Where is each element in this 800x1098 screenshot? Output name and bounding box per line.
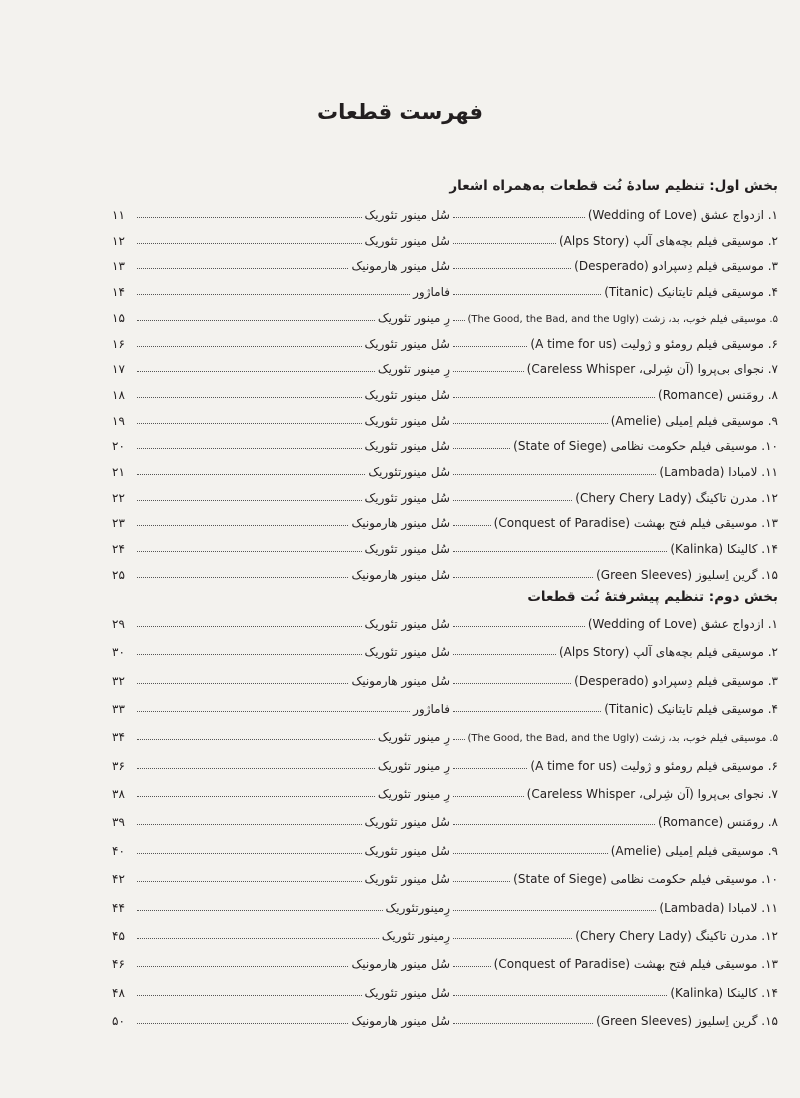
dot-leader (453, 824, 655, 825)
entry-title: ۱۰. موسیقی فیلم حکومت نظامی (State of Siege) (513, 872, 778, 887)
entry-page-number: ۳۸ (112, 787, 125, 802)
entry-key: سُل مینور تئوریک (364, 413, 450, 428)
toc-entry (112, 751, 778, 773)
entry-key-part (112, 311, 450, 325)
entry-key-part (112, 285, 450, 299)
dot-leader (453, 217, 585, 218)
dot-leader (453, 243, 556, 244)
entry-key: سُل مینور تئوریک (364, 815, 450, 830)
entry-key: سُل مینور هارمونیک (351, 673, 450, 688)
entry-title-part (450, 1014, 778, 1028)
toc-entry (112, 508, 778, 530)
entry-title: ۸. رومَنس (Romance) (658, 387, 778, 402)
entry-title-part (450, 388, 778, 402)
entry-key-part (112, 815, 450, 829)
dot-leader (453, 448, 510, 449)
dot-leader (137, 243, 362, 244)
dot-leader (137, 268, 348, 269)
entry-key-part (112, 491, 450, 505)
entry-title-part (450, 787, 778, 801)
dot-leader (137, 423, 362, 424)
entry-page-number: ۳۳ (112, 702, 125, 717)
dot-leader (453, 577, 593, 578)
dot-leader (453, 294, 601, 295)
entry-title: ۱. ازدواج عشق (Wedding of Love) (587, 617, 778, 631)
entry-title: ۱۳. موسیقی فیلم فتح بهشت (Conquest of Paradise) (493, 957, 778, 972)
dot-leader (453, 938, 572, 939)
dot-leader (137, 217, 362, 218)
entry-page-number: ۲۰ (112, 439, 125, 454)
entry-key-part (112, 929, 450, 943)
entry-key: سُل مینور تئوریک (364, 843, 450, 858)
dot-leader (453, 551, 667, 552)
entry-key: رِ مینور تئوریک (377, 730, 450, 745)
entry-title-part (450, 733, 778, 744)
dot-leader (137, 371, 375, 372)
toc-entry (112, 609, 778, 631)
dot-leader (453, 1023, 593, 1024)
section-heading-1: بخش اول: تنظیم سادهٔ نُت قطعات به‌همراه اشعار (449, 178, 778, 194)
section-heading-2: بخش دوم: تنظیم پیشرفتهٔ نُت قطعات (527, 589, 778, 605)
entry-page-number: ۱۶ (112, 336, 125, 351)
entry-key-part (112, 617, 450, 631)
dot-leader (137, 1023, 348, 1024)
entry-key: سُل مینور تئوریک (364, 617, 450, 631)
dot-leader (137, 796, 375, 797)
entry-title: ۲. موسیقی فیلم بچه‌های آلپ (Alps Story) (558, 233, 778, 248)
entry-key-part (112, 234, 450, 248)
entry-title-part (450, 362, 778, 376)
entry-title: ۵. موسیقی فیلم خوب، بد، زشت (The Good, the Bad, and the Ugly) (467, 733, 778, 745)
toc-entry (112, 200, 778, 222)
entry-title: ۱۳. موسیقی فیلم فتح بهشت (Conquest of Paradise) (493, 516, 778, 531)
toc-entry (112, 251, 778, 273)
dot-leader (137, 448, 362, 449)
entry-title: ۳. موسیقی فیلم دِسپرادو (Desperado) (574, 259, 778, 274)
entry-title: ۶. موسیقی فیلم رومئو و ژولیت (A time for us) (530, 336, 778, 351)
entry-page-number: ۵۰ (112, 1013, 125, 1028)
entry-page-number: ۲۲ (112, 490, 125, 505)
entry-key-part (112, 645, 450, 659)
entry-key-part (112, 465, 450, 479)
entry-key: سُل مینور تئوریک (364, 336, 450, 351)
entry-key: سُل مینور هارمونیک (351, 259, 450, 274)
dot-leader (137, 500, 362, 501)
dot-leader (453, 796, 524, 797)
toc-entry (112, 666, 778, 688)
toc-entry (112, 226, 778, 248)
entry-key: رِ مینور تئوریک (377, 310, 450, 325)
entry-key: رِ مینور تئوریک (377, 758, 450, 773)
entry-key-part (112, 730, 450, 744)
entry-key: فاماژور (413, 285, 450, 300)
entry-title-part (450, 516, 778, 530)
entry-page-number: ۴۴ (112, 900, 125, 915)
entry-key-part (112, 674, 450, 688)
entry-key-part (112, 957, 450, 971)
entry-title: ۶. موسیقی فیلم رومئو و ژولیت (A time for us) (530, 758, 778, 773)
entry-title-part (450, 314, 778, 325)
dot-leader (453, 268, 571, 269)
entry-title: ۴. موسیقی فیلم تایتانیک (Titanic) (604, 702, 778, 717)
entry-key: سُل مینور هارمونیک (351, 957, 450, 972)
entry-title: ۸. رومَنس (Romance) (658, 815, 778, 830)
entry-page-number: ۳۰ (112, 645, 125, 660)
toc-entry (112, 779, 778, 801)
dot-leader (453, 474, 656, 475)
dot-leader (137, 626, 362, 627)
dot-leader (453, 910, 656, 911)
entry-title: ۹. موسیقی فیلم اِمیلی (Amelie) (610, 843, 778, 858)
entry-title: ۵. موسیقی فیلم خوب، بد، زشت (The Good, the Bad, and the Ugly) (467, 313, 778, 325)
entry-key: رِمینور تئوریک (381, 928, 450, 943)
toc-entry (112, 329, 778, 351)
entry-key: رِمینورتئوریک (385, 900, 450, 915)
entry-title: ۱۲. مدرن تاکینگ (Chery Chery Lady) (575, 490, 778, 505)
entry-title: ۳. موسیقی فیلم دِسپرادو (Desperado) (574, 673, 778, 688)
dot-leader (137, 881, 362, 882)
entry-key: سُل مینور تئوریک (364, 645, 450, 660)
entry-page-number: ۲۵ (112, 567, 125, 582)
entry-key: سُل مینور هارمونیک (351, 567, 450, 582)
entry-title: ۱۲. مدرن تاکینگ (Chery Chery Lady) (575, 928, 778, 943)
entry-title: ۴. موسیقی فیلم تایتانیک (Titanic) (604, 285, 778, 300)
entry-key: سُل مینور تئوریک (364, 542, 450, 557)
dot-leader (453, 881, 510, 882)
toc-entry (112, 637, 778, 659)
dot-leader (453, 683, 571, 684)
toc-entry (112, 694, 778, 716)
page-title: فهرست قطعات (317, 100, 483, 124)
entry-key-part (112, 872, 450, 886)
entry-key-part (112, 414, 450, 428)
entry-key: سُل مینورتئوریک (368, 465, 450, 479)
toc-entry (112, 354, 778, 376)
entry-title-part (450, 759, 778, 773)
toc-entry (112, 1006, 778, 1028)
entry-title-part (450, 259, 778, 273)
toc-entry (112, 277, 778, 299)
toc-entry (112, 406, 778, 428)
dot-leader (137, 551, 362, 552)
dot-leader (137, 525, 348, 526)
entry-title-part (450, 439, 778, 453)
entry-page-number: ۳۹ (112, 815, 125, 830)
entry-page-number: ۲۴ (112, 542, 125, 557)
dot-leader (453, 995, 667, 996)
dot-leader (137, 853, 362, 854)
toc-entry (112, 836, 778, 858)
toc-entry (112, 303, 778, 325)
entry-page-number: ۳۴ (112, 730, 125, 745)
entry-page-number: ۳۶ (112, 758, 125, 773)
dot-leader (453, 654, 556, 655)
toc-entry (112, 457, 778, 479)
entry-title: ۱۰. موسیقی فیلم حکومت نظامی (State of Siege) (513, 439, 778, 454)
entry-title-part (450, 465, 778, 479)
dot-leader (453, 853, 608, 854)
dot-leader (453, 500, 572, 501)
entry-key: سُل مینور هارمونیک (351, 1013, 450, 1028)
entry-title-part (450, 674, 778, 688)
entry-key: سُل مینور تئوریک (364, 233, 450, 248)
entry-title-part (450, 491, 778, 505)
toc-entry (112, 560, 778, 582)
dot-leader (453, 739, 465, 740)
dot-leader (137, 346, 362, 347)
entry-key-part (112, 901, 450, 915)
entry-title-part (450, 542, 778, 556)
entry-key-part (112, 986, 450, 1000)
entry-key-part (112, 362, 450, 376)
entry-title-part (450, 901, 778, 915)
entry-key-part (112, 542, 450, 556)
dot-leader (453, 711, 601, 712)
toc-entry (112, 949, 778, 971)
dot-leader (137, 474, 365, 475)
entry-page-number: ۱۵ (112, 310, 125, 325)
dot-leader (137, 397, 362, 398)
entry-title-part (450, 617, 778, 631)
entry-key-part (112, 1014, 450, 1028)
entry-page-number: ۴۸ (112, 985, 125, 1000)
entry-key-part (112, 208, 450, 222)
entry-title-part (450, 337, 778, 351)
entry-key-part (112, 388, 450, 402)
dot-leader (453, 346, 527, 347)
toc-entry (112, 807, 778, 829)
dot-leader (137, 739, 375, 740)
entry-page-number: ۱۴ (112, 285, 125, 300)
entry-title-part (450, 285, 778, 299)
entry-title: ۱۵. گرین اِسلیوز (Green Sleeves) (596, 1013, 778, 1028)
entry-key-part (112, 259, 450, 273)
dot-leader (137, 966, 348, 967)
entry-page-number: ۱۷ (112, 362, 125, 377)
dot-leader (453, 768, 527, 769)
entry-key-part (112, 516, 450, 530)
entry-key: رِ مینور تئوریک (377, 787, 450, 802)
entry-title-part (450, 929, 778, 943)
entry-title: ۱۵. گرین اِسلیوز (Green Sleeves) (596, 567, 778, 582)
dot-leader (137, 654, 362, 655)
dot-leader (453, 397, 655, 398)
dot-leader (137, 824, 362, 825)
toc-entry (112, 483, 778, 505)
entry-key: سُل مینور تئوریک (364, 490, 450, 505)
entry-title: ۷. نجوای بی‌پروا (آن شِرلی، Careless Whisper) (526, 362, 778, 377)
dot-leader (453, 966, 491, 967)
entry-title-part (450, 234, 778, 248)
entry-title: ۱۱. لامبادا (Lambada) (659, 900, 778, 915)
entry-title: ۲. موسیقی فیلم بچه‌های آلپ (Alps Story) (558, 645, 778, 660)
dot-leader (137, 768, 375, 769)
entry-title-part (450, 702, 778, 716)
dot-leader (137, 910, 383, 911)
toc-entry (112, 893, 778, 915)
entry-key-part (112, 702, 450, 716)
entry-title: ۹. موسیقی فیلم اِمیلی (Amelie) (610, 413, 778, 428)
entry-title: ۱۴. کالینکا (Kalinka) (670, 542, 778, 557)
entry-key: سُل مینور تئوریک (364, 985, 450, 1000)
entry-title-part (450, 872, 778, 886)
entry-page-number: ۴۶ (112, 957, 125, 972)
entry-page-number: ۴۰ (112, 843, 125, 858)
entry-title-part (450, 208, 778, 222)
entry-page-number: ۴۵ (112, 928, 125, 943)
entry-key-part (112, 568, 450, 582)
dot-leader (137, 320, 375, 321)
entry-key: رِ مینور تئوریک (377, 362, 450, 377)
dot-leader (137, 577, 348, 578)
entry-key: سُل مینور تئوریک (364, 387, 450, 402)
entry-title: ۱. ازدواج عشق (Wedding of Love) (587, 208, 778, 222)
entry-page-number: ۱۲ (112, 233, 125, 248)
entry-page-number: ۲۳ (112, 516, 125, 531)
dot-leader (137, 995, 362, 996)
dot-leader (453, 320, 465, 321)
entry-title-part (450, 844, 778, 858)
entry-key: سُل مینور تئوریک (364, 872, 450, 887)
entry-key: سُل مینور تئوریک (364, 439, 450, 454)
entry-title: ۷. نجوای بی‌پروا (آن شِرلی، Careless Whisper) (526, 787, 778, 802)
entry-page-number: ۲۱ (112, 465, 125, 479)
entry-title-part (450, 568, 778, 582)
entry-title-part (450, 986, 778, 1000)
entry-page-number: ۱۸ (112, 387, 125, 402)
toc-entry (112, 380, 778, 402)
dot-leader (453, 371, 524, 372)
toc-entry (112, 534, 778, 556)
entry-key: سُل مینور تئوریک (364, 208, 450, 222)
entry-key: فاماژور (413, 702, 450, 717)
entry-title-part (450, 645, 778, 659)
entry-title-part (450, 957, 778, 971)
dot-leader (137, 938, 379, 939)
dot-leader (453, 525, 491, 526)
entry-key-part (112, 787, 450, 801)
toc-entry (112, 864, 778, 886)
entry-page-number: ۱۳ (112, 259, 125, 274)
entry-key-part (112, 759, 450, 773)
toc-entry (112, 722, 778, 744)
dot-leader (453, 626, 585, 627)
entry-page-number: ۴۲ (112, 872, 125, 887)
toc-entry (112, 431, 778, 453)
toc-entry (112, 921, 778, 943)
entry-key: سُل مینور هارمونیک (351, 516, 450, 531)
entry-page-number: ۱۹ (112, 413, 125, 428)
entry-page-number: ۳۲ (112, 673, 125, 688)
entry-title-part (450, 414, 778, 428)
dot-leader (137, 294, 410, 295)
dot-leader (137, 711, 410, 712)
dot-leader (137, 683, 348, 684)
dot-leader (453, 423, 608, 424)
entry-key-part (112, 439, 450, 453)
entry-page-number: ۱۱ (112, 208, 125, 222)
entry-key-part (112, 844, 450, 858)
toc-entry (112, 978, 778, 1000)
entry-title-part (450, 815, 778, 829)
entry-title: ۱۱. لامبادا (Lambada) (659, 465, 778, 479)
entry-title: ۱۴. کالینکا (Kalinka) (670, 985, 778, 1000)
entry-key-part (112, 337, 450, 351)
entry-page-number: ۲۹ (112, 617, 125, 631)
